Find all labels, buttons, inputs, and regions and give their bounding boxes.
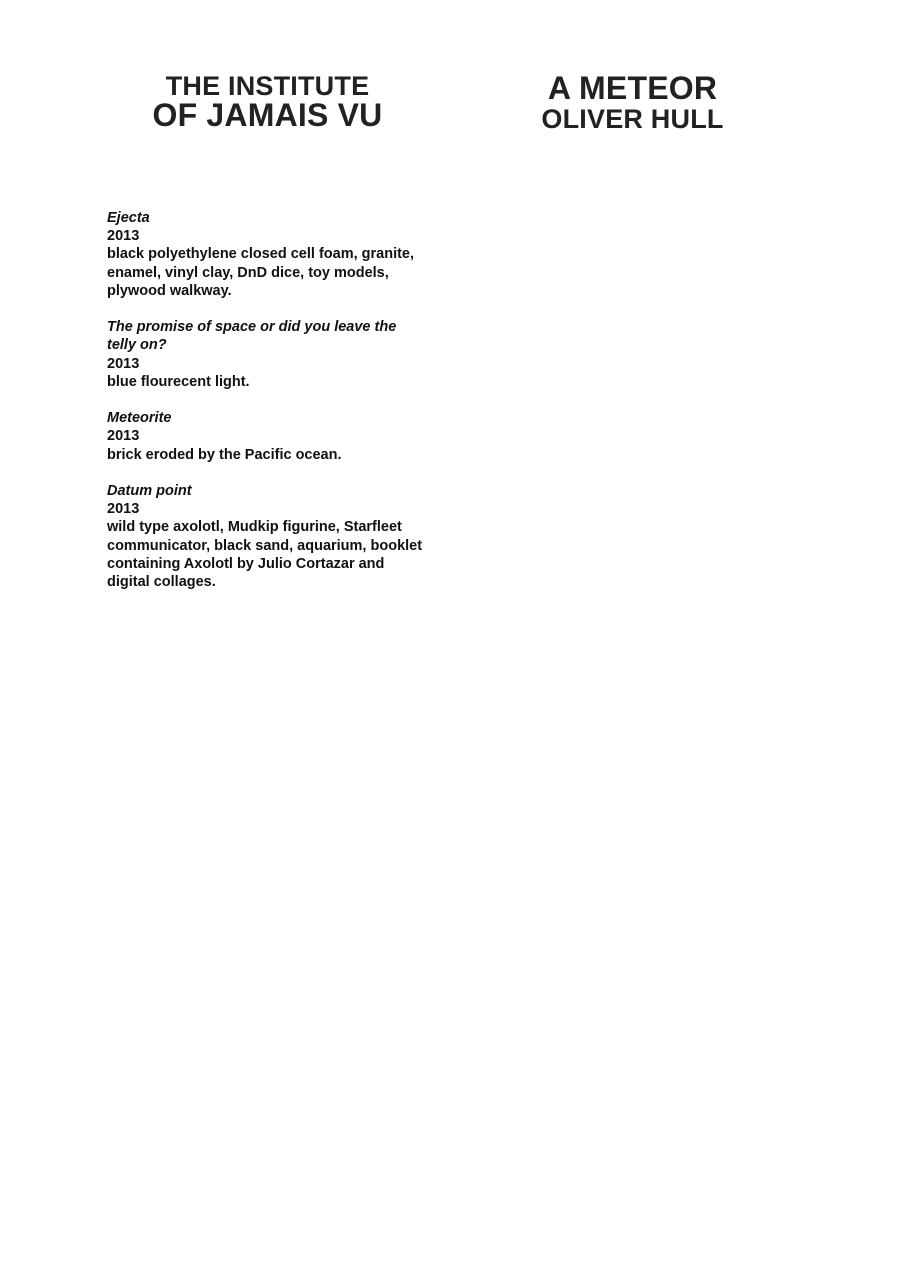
work-year: 2013 bbox=[107, 355, 140, 372]
institute-heading bbox=[130, 71, 405, 133]
exhibition-title: A METEOR bbox=[547, 70, 718, 106]
work-year: 2013 bbox=[107, 428, 140, 445]
work-item bbox=[107, 209, 427, 300]
work-materials: brick eroded by the Pacific ocean. bbox=[107, 446, 342, 463]
institute-heading-line1: THE INSTITUTE bbox=[165, 71, 370, 101]
works-list bbox=[107, 209, 427, 609]
work-year: 2013 bbox=[107, 228, 140, 245]
exhibition-heading bbox=[500, 72, 765, 134]
work-year: 2013 bbox=[107, 501, 140, 518]
work-title: Ejecta bbox=[107, 210, 150, 226]
work-title: The promise of space or did you leave the telly on? bbox=[107, 319, 397, 354]
work-item bbox=[107, 409, 427, 464]
work-materials: wild type axolotl, Mudkip figurine, Starfleet communicator, black sand, aquarium, booklet containing Axolotl by Julio Cortazar and digital collages. bbox=[107, 519, 423, 591]
work-materials: blue flourecent light. bbox=[107, 373, 250, 390]
artist-name: OLIVER HULL bbox=[541, 104, 724, 134]
work-title: Meteorite bbox=[107, 410, 172, 427]
work-item bbox=[107, 482, 427, 591]
work-materials: black polyethylene closed cell foam, granite, enamel, vinyl clay, DnD dice, toy models, plywood walkway. bbox=[107, 246, 415, 299]
work-title: Datum point bbox=[107, 483, 192, 499]
institute-heading-line2: OF JAMAIS VU bbox=[152, 97, 383, 133]
work-item bbox=[107, 318, 427, 391]
